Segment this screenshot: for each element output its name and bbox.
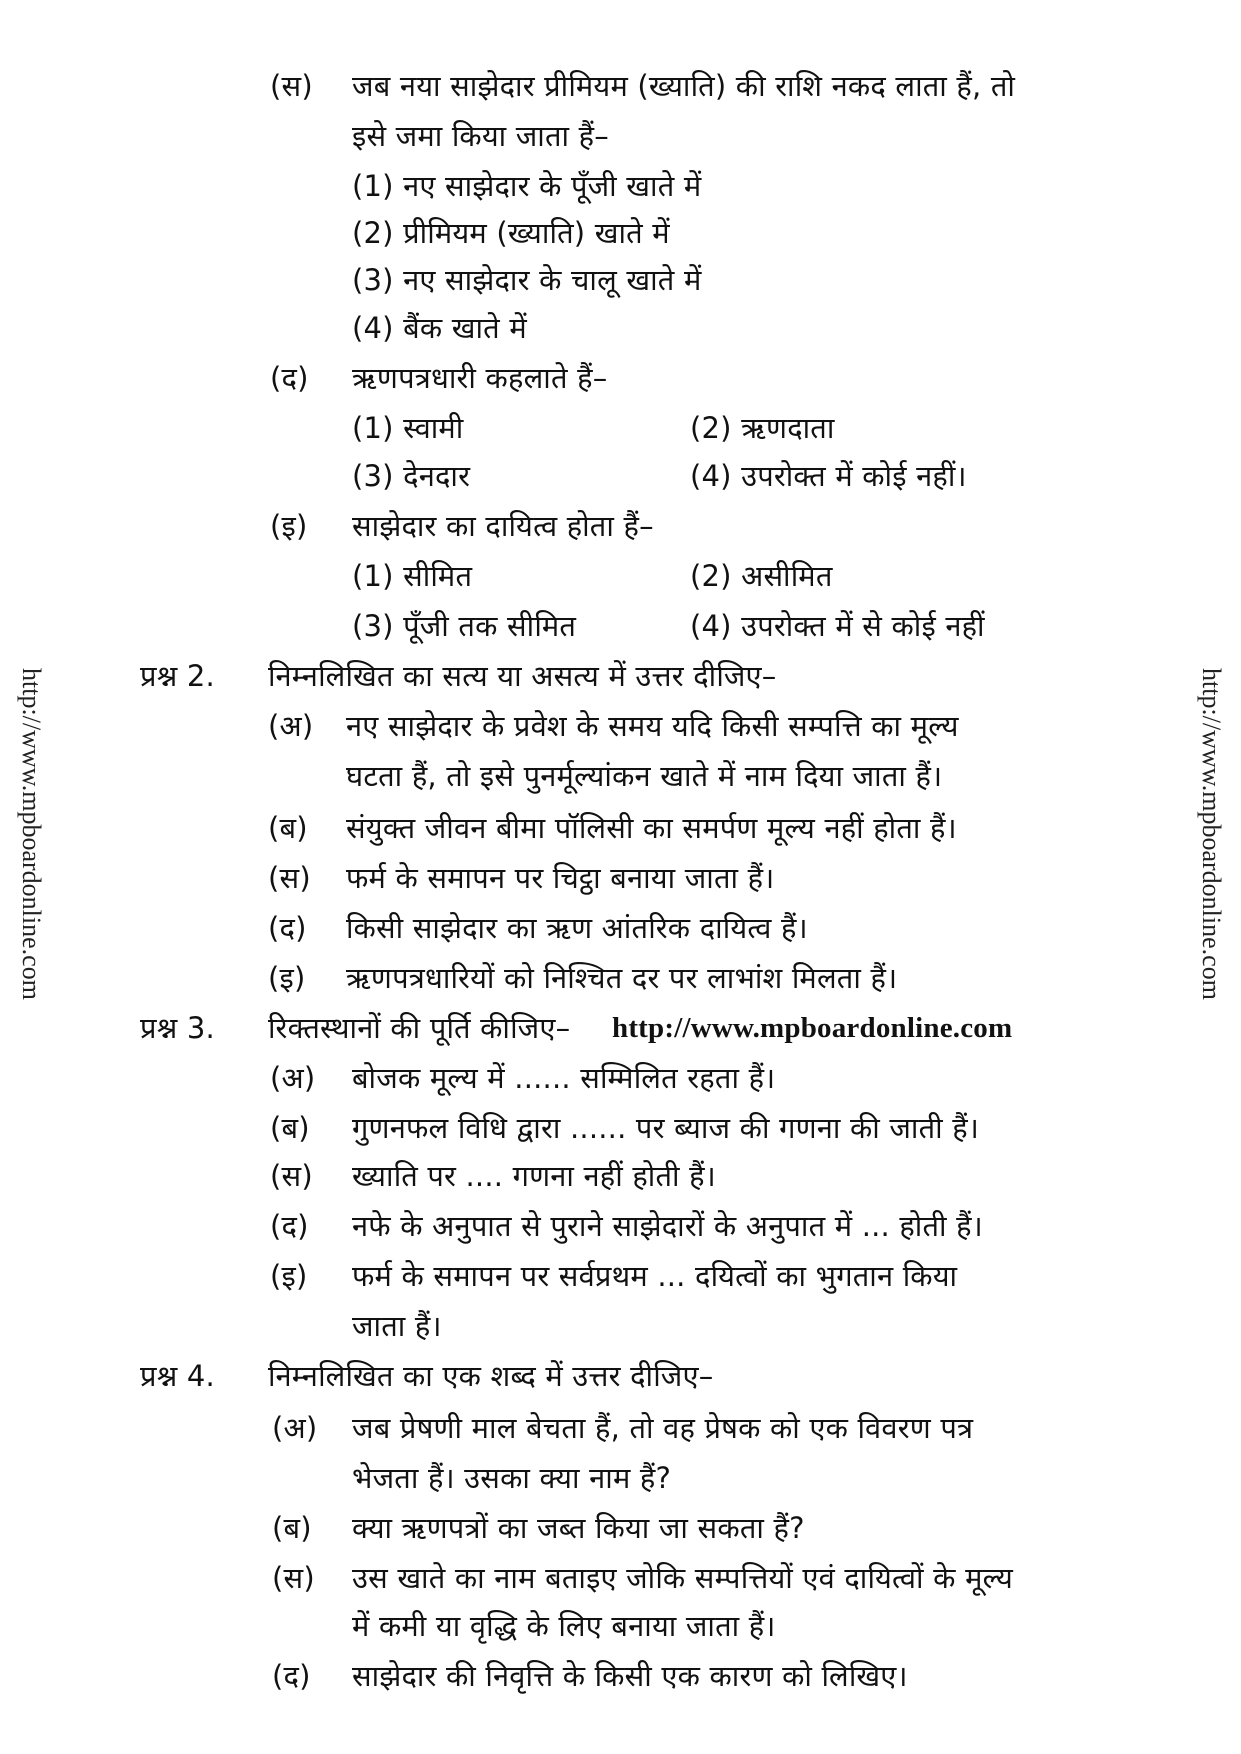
item-text: बोजक मूल्य में ...... सम्मिलित रहता हैं।	[352, 1061, 776, 1095]
item-text: साझेदार की निवृत्ति के किसी एक कारण को लिखिए।	[352, 1659, 908, 1693]
item-label: (ब)	[268, 811, 308, 845]
side-watermark-left: http://www.mpboardonline.com	[17, 668, 46, 1000]
option-text: (2) असीमित	[690, 559, 833, 593]
item-text: नए साझेदार के प्रवेश के समय यदि किसी सम्पत्ति का मूल्य	[346, 709, 959, 743]
item-text: फर्म के समापन पर सर्वप्रथम ... दयित्वों का भुगतान किया	[352, 1259, 958, 1293]
item-text: जब प्रेषणी माल बेचता हैं, तो वह प्रेषक को एक विवरण पत्र	[352, 1411, 974, 1445]
option-text: (1) नए साझेदार के पूँजी खाते में	[352, 169, 702, 203]
item-text: क्या ऋणपत्रों का जब्त किया जा सकता हैं?	[352, 1511, 805, 1545]
item-label: (ब)	[272, 1511, 312, 1545]
item-text: घटता हैं, तो इसे पुनर्मूल्यांकन खाते में नाम दिया जाता हैं।	[346, 759, 943, 793]
option-text: (3) नए साझेदार के चालू खाते में	[352, 263, 702, 297]
item-label: (द)	[270, 1209, 309, 1243]
item-label: (स)	[268, 861, 311, 895]
option-text: (4) बैंक खाते में	[352, 311, 527, 345]
item-label: (ब)	[270, 1111, 310, 1145]
item-label: (स)	[270, 1159, 313, 1193]
option-text: (3) देनदार	[352, 459, 471, 493]
option-text: (2) प्रीमियम (ख्याति) खाते में	[352, 216, 670, 250]
question-title: निम्नलिखित का एक शब्द में उत्तर दीजिए–	[268, 1359, 714, 1393]
item-text: जब नया साझेदार प्रीमियम (ख्याति) की राशि नकद लाता हैं, तो	[352, 69, 1016, 103]
item-text: फर्म के समापन पर चिट्ठा बनाया जाता हैं।	[346, 861, 775, 895]
option-text: (2) ऋणदाता	[690, 411, 835, 445]
item-text: जाता हैं।	[352, 1309, 442, 1343]
option-text: (4) उपरोक्त में कोई नहीं।	[690, 459, 967, 493]
side-watermark-right: http://www.mpboardonline.com	[1197, 668, 1226, 1000]
item-label: (अ)	[270, 1061, 316, 1095]
item-text: नफे के अनुपात से पुराने साझेदारों के अनुपात में ... होती हैं।	[352, 1209, 983, 1243]
question-title: रिक्तस्थानों की पूर्ति कीजिए–	[268, 1011, 571, 1045]
item-text: भेजता हैं। उसका क्या नाम हैं?	[352, 1461, 672, 1495]
item-label: (इ)	[270, 1259, 308, 1293]
item-text: ऋणपत्रधारियों को निश्चित दर पर लाभांश मिलता हैं।	[346, 961, 898, 995]
question-number: प्रश्न 3.	[140, 1011, 215, 1045]
item-label: (द)	[272, 1659, 311, 1693]
option-text: (3) पूँजी तक सीमित	[352, 609, 577, 643]
item-label: (द)	[270, 361, 309, 395]
item-label: (द)	[268, 911, 307, 945]
item-label: (इ)	[270, 509, 308, 543]
item-label: (इ)	[268, 961, 306, 995]
question-number: प्रश्न 4.	[140, 1359, 215, 1393]
option-text: (1) सीमित	[352, 559, 473, 593]
question-number: प्रश्न 2.	[140, 659, 215, 693]
item-text: उस खाते का नाम बताइए जोकि सम्पत्तियों एवं दायित्वों के मूल्य	[352, 1561, 1014, 1595]
question-title: निम्नलिखित का सत्य या असत्य में उत्तर दीजिए–	[268, 659, 777, 693]
item-text: किसी साझेदार का ऋण आंतरिक दायित्व हैं।	[346, 911, 808, 945]
item-text: संयुक्त जीवन बीमा पॉलिसी का समर्पण मूल्य नहीं होता हैं।	[346, 811, 957, 845]
item-text: ख्याति पर .... गणना नहीं होती हैं।	[352, 1159, 716, 1193]
item-label: (स)	[272, 1561, 315, 1595]
item-label: (अ)	[272, 1411, 318, 1445]
item-text: साझेदार का दायित्व होता हैं–	[352, 509, 654, 543]
item-label: (स)	[270, 69, 313, 103]
item-label: (अ)	[268, 709, 314, 743]
website-url: http://www.mpboardonline.com	[612, 1012, 1013, 1044]
item-text: ऋणपत्रधारी कहलाते हैं–	[352, 361, 608, 395]
item-text: गुणनफल विधि द्वारा ...... पर ब्याज की गणना की जाती हैं।	[352, 1111, 980, 1145]
option-text: (4) उपरोक्त में से कोई नहीं	[690, 609, 985, 643]
item-text: इसे जमा किया जाता हैं–	[352, 119, 609, 153]
item-text: में कमी या वृद्धि के लिए बनाया जाता हैं।	[352, 1609, 776, 1643]
option-text: (1) स्वामी	[352, 411, 464, 445]
